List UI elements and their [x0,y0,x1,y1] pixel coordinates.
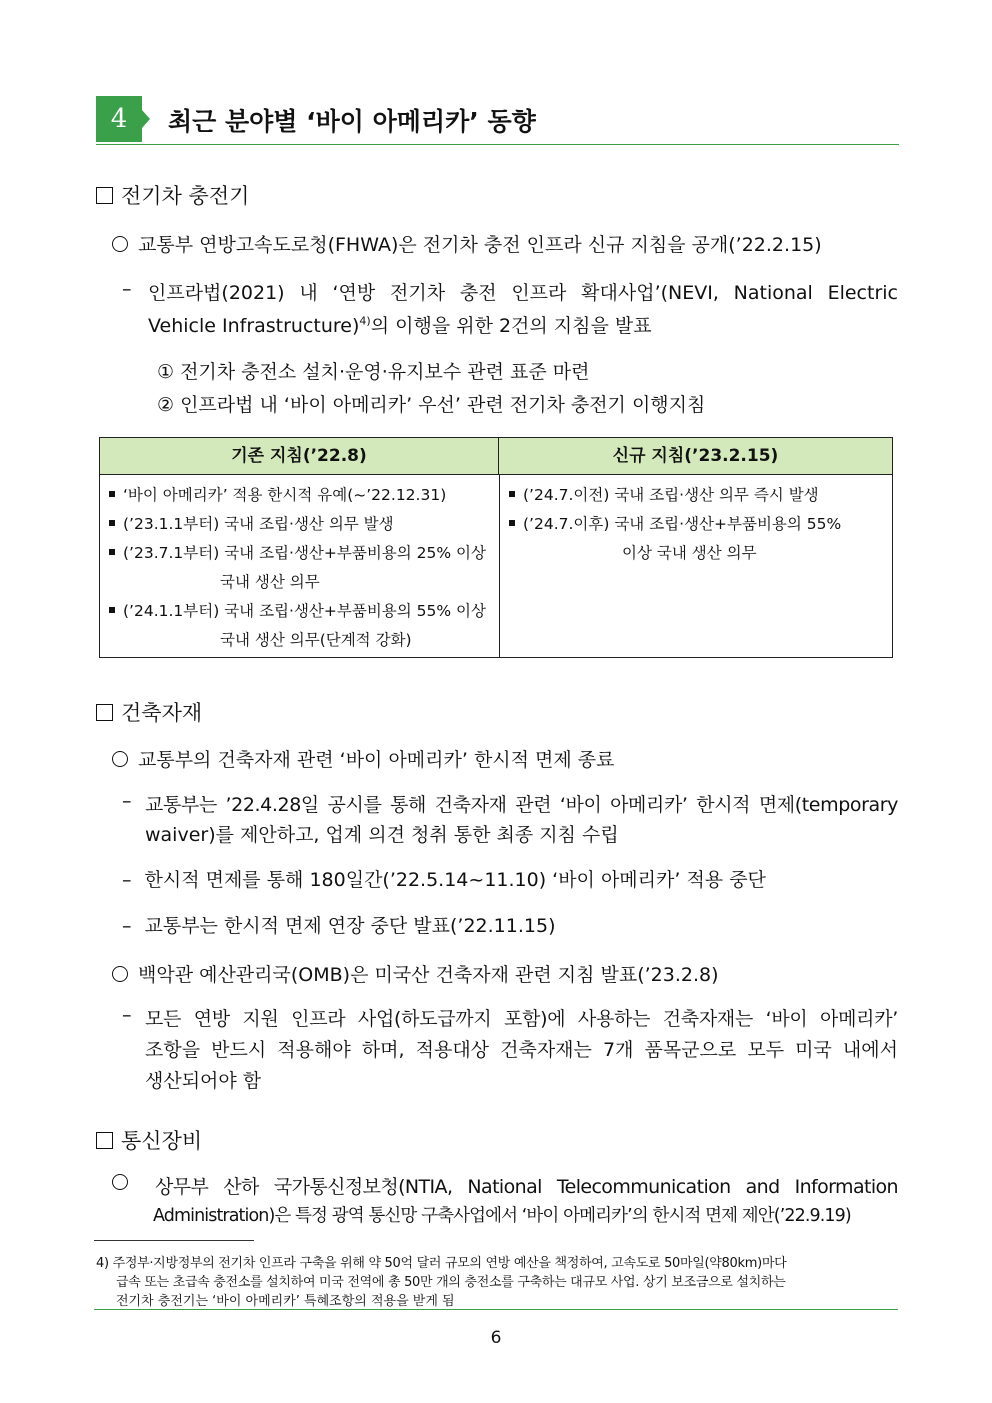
checkbox-square-icon [96,187,113,204]
table-right-item-1: (’24.7.이전) 국내 조립·생산 의무 즉시 발생 [509,483,819,505]
section-underline [96,144,899,145]
table-header-existing: 기존 지침(’22.8) [100,438,499,475]
section-header [96,96,899,146]
checkbox-square-icon [96,704,113,721]
construction-sub-1-line-2: waiver)를 제안하고, 업계 의견 청취 통한 최종 지침 수립 [145,824,619,846]
construction-bullet-2: 백악관 예산관리국(OMB)은 미국산 건축자재 관련 지침 발표(’23.2.8) [112,960,719,987]
checkbox-square-icon [96,1132,113,1149]
square-bullet-icon [109,520,115,526]
dash-marker: – [122,278,132,300]
footnote-line-3: 전기차 충전기는 ‘바이 아메리카’ 특혜조항의 적용을 받게 됨 [116,1294,455,1309]
construction-sub-4-line-3: 생산되어야 함 [145,1070,262,1092]
construction-sub-1-dash: – [122,790,132,812]
telecom-bullet-circle [112,1172,138,1194]
construction-bullet-1: 교통부의 건축자재 관련 ‘바이 아메리카’ 한시적 면제 종료 [112,745,615,772]
table-left-item-4-cont: 국내 생산 의무(단계적 강화) [220,631,412,649]
ev-item-1: ① 전기차 충전소 설치·운영·유지보수 관련 표준 마련 [157,361,590,383]
ev-heading: 전기차 충전기 [96,180,249,210]
ev-sub-1-line-2: Vehicle Infrastructure)$^{4)}$의 이행을 위한 2건의 지침을 발표 [148,314,652,337]
square-bullet-icon [109,607,115,613]
circle-bullet-icon [112,751,128,767]
construction-heading: 건축자재 [96,697,202,727]
page-number: 6 [490,1328,502,1348]
square-bullet-icon [109,491,115,497]
square-bullet-icon [509,491,515,497]
telecom-bullet-1-line-1: 상무부 산하 국가통신정보청(NTIA, National Telecommunication and Information [155,1176,898,1198]
section-arrow-icon [142,110,150,128]
table-header-new: 신규 지침(’23.2.15) [499,438,892,475]
table-left-item-1: ‘바이 아메리카’ 적용 한시적 유예(~’22.12.31) [109,483,446,505]
table-left-item-3: (’23.7.1부터) 국내 조립·생산+부품비용의 25% 이상 [109,541,486,563]
square-bullet-icon [109,549,115,555]
construction-sub-4-line-1: 모든 연방 지원 인프라 사업(하도급까지 포함)에 사용하는 건축자재는 ‘바이 아메리카’ [145,1008,898,1030]
footnote-separator [94,1240,254,1241]
construction-sub-2: – 한시적 면제를 통해 180일간(’22.5.14~11.10) ‘바이 아메리카’ 적용 중단 [122,869,766,891]
table-left-item-4: (’24.1.1부터) 국내 조립·생산+부품비용의 55% 이상 [109,599,486,621]
circle-bullet-icon [112,966,128,982]
guideline-comparison-table [99,437,893,658]
construction-sub-4-dash: – [122,1004,132,1026]
construction-sub-1-line-1: 교통부는 ’22.4.28일 공시를 통해 건축자재 관련 ‘바이 아메리카’ 한시적 면제(temporary [145,794,898,816]
footnote-line-1: 4) 주정부·지방정부의 전기차 인프라 구축을 위해 약 50억 달러 규모의 연방 예산을 책정하여, 고속도로 50마일(약80km)마다 [96,1256,787,1271]
table-right-item-2: (’24.7.이후) 국내 조립·생산+부품비용의 55% [509,512,841,534]
table-left-item-2: (’23.1.1부터) 국내 조립·생산 의무 발생 [109,512,394,534]
section-title: 최근 분야별 ‘바이 아메리카’ 동향 [168,107,536,136]
ev-item-2: ② 인프라법 내 ‘바이 아메리카’ 우선’ 관련 전기차 충전기 이행지침 [157,394,706,416]
construction-sub-3: – 교통부는 한시적 면제 연장 중단 발표(’22.11.15) [122,915,556,937]
bottom-separator [94,1309,898,1310]
ev-sub-1-text-1: 인프라법(2021) 내 ‘연방 전기차 충전 인프라 확대사업’(NEVI, National Electric [148,282,898,304]
circle-bullet-icon [112,236,128,252]
table-left-item-3-cont: 국내 생산 의무 [220,573,320,591]
table-right-item-2-cont: 이상 국내 생산 의무 [622,544,757,562]
table-column-divider [499,475,500,657]
section-number-badge: 4 [96,96,142,142]
ev-bullet-1: 교통부 연방고속도로청(FHWA)은 전기차 충전 인프라 신규 지침을 공개(’22.2.15) [112,230,822,257]
circle-bullet-icon [112,1174,128,1190]
footnote-ref: 4) [359,314,371,328]
telecom-bullet-1-line-2: Administration)은 특정 광역 통신망 구축사업에서 ‘바이 아메리카’의 한시적 면제 제안(’22.9.19) [153,1206,851,1226]
construction-sub-4-line-2: 조항을 반드시 적용해야 하며, 적용대상 건축자재는 7개 품목군으로 모두 미국 내에서 [145,1039,898,1061]
footnote-line-2: 급속 또는 초급속 충전소를 설치하여 미국 전역에 총 50만 개의 충전소를 구축하는 대규모 사업. 상기 보조금으로 설치하는 [116,1275,786,1290]
telecom-heading: 통신장비 [96,1125,202,1155]
square-bullet-icon [509,520,515,526]
